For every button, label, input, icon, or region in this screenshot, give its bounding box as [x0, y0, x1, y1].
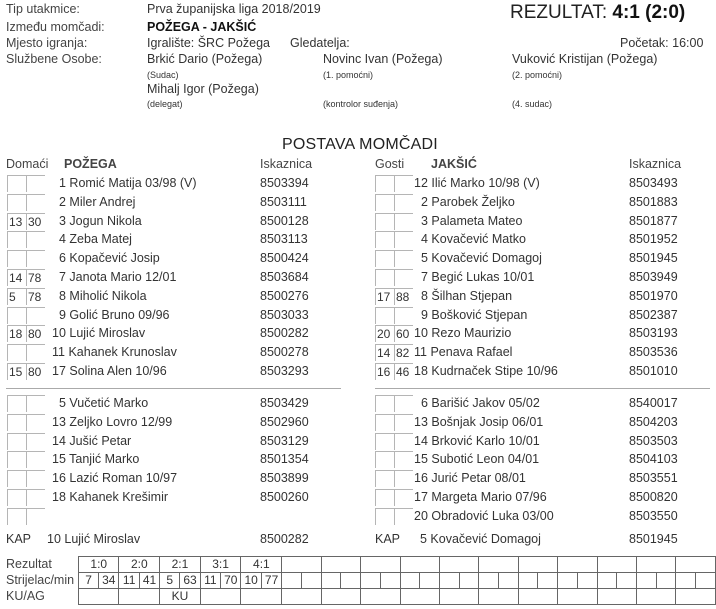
sub-minute-box	[26, 489, 45, 506]
player-name: 11 Penava Rafael	[414, 345, 513, 360]
score-cell	[636, 557, 675, 573]
player-name: 9 Bošković Stjepan	[421, 307, 528, 322]
player-name: 1 Romić Matija 03/98 (V)	[59, 176, 197, 190]
score-row-label-result: Rezultat	[6, 557, 52, 571]
player-id: 8501952	[629, 232, 678, 247]
player-id: 8502387	[629, 307, 678, 322]
sub-number-box: 17	[375, 288, 394, 305]
player-name: 15 Subotić Leon 04/01	[414, 452, 540, 467]
player-id: 8503949	[629, 270, 678, 284]
kuag-cell	[676, 589, 716, 605]
sub-number-box	[7, 194, 26, 211]
sub-minute-box: 88	[394, 288, 413, 305]
sub-minute-box: 78	[26, 288, 45, 305]
away-captain-name: 5 Kovačević Domagoj	[420, 532, 541, 546]
scorer-cell: 7	[79, 573, 99, 589]
official-fourth-role: (4. sudac)	[512, 99, 553, 109]
officials-label: Službene Osobe:	[6, 52, 102, 66]
teams-label: Između momčadi:	[6, 20, 105, 34]
sub-number-box	[7, 451, 26, 468]
result-display	[510, 2, 685, 24]
official-ar2-name: Vuković Kristijan (Požega)	[512, 52, 658, 66]
sub-number-box: 20	[375, 325, 394, 342]
sub-number-box	[375, 395, 394, 412]
scorer-cell	[558, 573, 578, 589]
minute-cell	[380, 573, 400, 589]
score-table	[78, 556, 716, 605]
player-id: 8504103	[629, 452, 678, 467]
home-captain-id: 8500282	[260, 532, 309, 546]
sub-number-box	[375, 194, 394, 211]
player-name: 5 Vučetić Marko	[59, 396, 149, 410]
player-name: 20 Obradović Luka 03/00	[414, 508, 554, 523]
kuag-cell	[597, 589, 636, 605]
sub-number-box	[375, 213, 394, 230]
player-id: 8500282	[260, 326, 309, 341]
sub-minute-box	[394, 451, 413, 468]
sub-number-box	[7, 344, 26, 361]
kuag-cell	[400, 589, 439, 605]
player-id: 8501970	[629, 288, 678, 303]
player-id: 8503551	[629, 471, 678, 486]
sub-minute-box	[394, 489, 413, 506]
sub-number-box	[375, 489, 394, 506]
kuag-cell	[79, 589, 119, 605]
player-id: 8501883	[629, 194, 678, 209]
kuag-cell	[518, 589, 557, 605]
away-divider	[375, 388, 710, 389]
player-id: 8503536	[629, 345, 678, 360]
score-cell	[282, 557, 321, 573]
kuag-cell	[241, 589, 282, 605]
player-name: 7 Begić Lukas 10/01	[421, 270, 535, 284]
kickoff-time: Početak: 16:00	[620, 36, 704, 50]
player-id: 8503113	[260, 232, 308, 247]
kuag-cell	[636, 589, 675, 605]
minute-cell: 77	[261, 573, 281, 589]
sub-number-box: 13	[7, 213, 26, 230]
home-team-name: POŽEGA	[64, 157, 117, 171]
score-cell	[321, 557, 360, 573]
match-type-value: Prva županijska liga 2018/2019	[147, 2, 321, 16]
sub-minute-box	[26, 414, 45, 431]
player-id: 8501945	[629, 251, 678, 266]
scorer-cell	[479, 573, 499, 589]
sub-minute-box: 80	[26, 325, 45, 342]
minute-cell	[420, 573, 440, 589]
player-name: 2 Miler Andrej	[59, 194, 136, 209]
player-id: 8540017	[629, 396, 678, 410]
minute-cell	[301, 573, 321, 589]
score-cell: 2:1	[160, 557, 200, 573]
player-id: 8500276	[260, 288, 309, 303]
player-name: 8 Šilhan Stjepan	[421, 288, 513, 303]
kuag-cell	[439, 589, 478, 605]
sub-minute-box	[394, 194, 413, 211]
away-team-name: JAKŠIĆ	[431, 157, 477, 171]
official-referee-role: (Sudac)	[147, 70, 179, 80]
kuag-cell	[282, 589, 321, 605]
player-name: 18 Kudrnaček Stipe 10/96	[414, 364, 558, 378]
sub-number-box	[7, 250, 26, 267]
sub-minute-box	[394, 307, 413, 324]
official-referee-name: Brkić Dario (Požega)	[147, 52, 263, 66]
sub-number-box: 14	[7, 269, 26, 286]
player-name: 13 Zeljko Lovro 12/99	[52, 414, 173, 429]
sub-minute-box	[394, 269, 413, 286]
kuag-cell	[200, 589, 241, 605]
minute-cell	[341, 573, 361, 589]
result-label: REZULTAT:	[510, 2, 608, 23]
official-ar2-role: (2. pomoćni)	[512, 70, 563, 80]
scorer-cell: 10	[241, 573, 261, 589]
player-name: 14 Jušić Petar	[52, 433, 132, 448]
score-cell	[439, 557, 478, 573]
official-ar1-role: (1. pomoćni)	[323, 70, 374, 80]
player-name: 16 Jurić Petar 08/01	[414, 471, 526, 486]
sub-number-box	[375, 414, 394, 431]
sub-number-box: 15	[7, 363, 26, 380]
player-name: 3 Jogun Nikola	[59, 213, 142, 228]
player-id: 8503503	[629, 433, 678, 448]
sub-minute-box	[26, 231, 45, 248]
sub-number-box	[375, 307, 394, 324]
sub-minute-box	[394, 414, 413, 431]
sub-number-box: 5	[7, 288, 26, 305]
sub-number-box: 16	[375, 363, 394, 380]
sub-minute-box	[26, 250, 45, 267]
player-name: 7 Janota Mario 12/01	[59, 270, 177, 284]
player-name: 4 Zeba Matej	[59, 232, 132, 247]
sub-number-box	[375, 433, 394, 450]
player-name: 9 Golić Bruno 09/96	[59, 307, 170, 322]
player-id: 8503899	[260, 471, 309, 486]
sub-minute-box	[394, 175, 413, 192]
result-value: 4:1 (2:0)	[612, 2, 686, 23]
player-id: 8504203	[629, 414, 678, 429]
sub-number-box: 18	[7, 325, 26, 342]
minute-cell	[538, 573, 558, 589]
sub-number-box	[7, 414, 26, 431]
player-name: 11 Kahanek Krunoslav	[52, 345, 177, 360]
player-id: 8503550	[629, 508, 678, 523]
minute-cell	[696, 573, 716, 589]
official-delegate-name: Mihalj Igor (Požega)	[147, 82, 259, 96]
sub-number-box	[375, 231, 394, 248]
away-captain-id: 8501945	[629, 532, 678, 546]
sub-number-box: 14	[375, 344, 394, 361]
kuag-cell	[558, 589, 597, 605]
sub-minute-box	[26, 451, 45, 468]
player-id: 8503684	[260, 270, 309, 284]
player-id: 8500424	[260, 251, 309, 266]
player-name: 5 Kovačević Domagoj	[421, 251, 542, 266]
score-cell	[400, 557, 439, 573]
lineup-title: POSTAVA MOMČADI	[282, 136, 438, 153]
home-captain-name: 10 Lujić Miroslav	[47, 532, 141, 546]
score-cell: 2:0	[119, 557, 160, 573]
score-cell	[361, 557, 400, 573]
player-name: 12 Ilić Marko 10/98 (V)	[414, 176, 540, 190]
sub-number-box	[7, 395, 26, 412]
sub-minute-box	[394, 213, 413, 230]
scorer-cell	[636, 573, 656, 589]
player-id: 8503111	[260, 194, 307, 209]
sub-minute-box	[394, 508, 413, 525]
home-side-label: Domaći	[6, 157, 49, 171]
kuag-cell	[119, 589, 160, 605]
scorer-cell: 11	[119, 573, 139, 589]
score-cell	[597, 557, 636, 573]
sub-minute-box	[394, 470, 413, 487]
player-id: 8503129	[260, 433, 309, 448]
player-id: 8501010	[629, 364, 678, 378]
sub-minute-box	[26, 470, 45, 487]
sub-minute-box	[394, 395, 413, 412]
official-delegate-role: (delegat)	[147, 99, 183, 109]
sub-number-box	[375, 451, 394, 468]
player-id: 8503493	[629, 176, 678, 190]
sub-minute-box	[26, 194, 45, 211]
home-id-header: Iskaznica	[260, 157, 313, 171]
official-ar1-name: Novinc Ivan (Požega)	[323, 52, 443, 66]
scorer-cell	[321, 573, 341, 589]
sub-minute-box: 78	[26, 269, 45, 286]
sub-number-box	[375, 269, 394, 286]
home-captain-label: KAP	[6, 532, 32, 546]
sub-minute-box	[26, 508, 45, 525]
player-id: 8503193	[629, 326, 678, 341]
score-row-label-scorer: Strijelac/min	[6, 573, 75, 587]
player-name: 4 Kovačević Matko	[421, 232, 526, 247]
scorer-cell: 5	[160, 573, 180, 589]
player-name: 17 Solina Alen 10/96	[52, 364, 167, 378]
scorer-cell: 11	[200, 573, 220, 589]
player-name: 14 Brković Karlo 10/01	[414, 433, 540, 448]
player-name: 8 Miholić Nikola	[59, 288, 147, 303]
player-id: 8501877	[629, 213, 678, 228]
away-captain-label: KAP	[375, 532, 401, 546]
sub-number-box	[7, 175, 26, 192]
sub-minute-box	[26, 344, 45, 361]
kuag-cell	[321, 589, 360, 605]
sub-number-box	[7, 470, 26, 487]
player-id: 8503033	[260, 307, 309, 322]
sub-minute-box: 30	[26, 213, 45, 230]
player-id: 8503293	[260, 364, 309, 378]
score-cell: 4:1	[241, 557, 282, 573]
sub-minute-box	[26, 395, 45, 412]
away-side-label: Gosti	[375, 157, 405, 171]
scorer-cell	[282, 573, 302, 589]
sub-number-box	[375, 470, 394, 487]
score-cell	[479, 557, 518, 573]
minute-cell	[617, 573, 637, 589]
score-cell	[558, 557, 597, 573]
sub-minute-box	[26, 175, 45, 192]
minute-cell: 34	[99, 573, 119, 589]
player-name: 18 Kahanek Krešimir	[52, 490, 169, 504]
player-name: 16 Lazić Roman 10/97	[52, 471, 178, 486]
official-controller-role: (kontrolor suđenja)	[323, 99, 399, 109]
sub-number-box	[7, 307, 26, 324]
minute-cell	[577, 573, 597, 589]
player-name: 6 Barišić Jakov 05/02	[421, 396, 540, 410]
spectators-label: Gledatelja:	[290, 36, 350, 50]
minute-cell: 63	[180, 573, 200, 589]
teams-value: POŽEGA - JAKŠIĆ	[147, 20, 257, 34]
sub-minute-box: 46	[394, 363, 413, 380]
minute-cell	[459, 573, 479, 589]
player-name: 2 Parobek Željko	[421, 194, 515, 209]
sub-minute-box	[26, 307, 45, 324]
sub-minute-box	[394, 433, 413, 450]
scorer-cell	[439, 573, 459, 589]
sub-minute-box: 60	[394, 325, 413, 342]
kuag-cell: KU	[160, 589, 200, 605]
player-id: 8500820	[629, 490, 678, 504]
sub-number-box	[7, 433, 26, 450]
scorer-cell	[400, 573, 420, 589]
player-id: 8500278	[260, 345, 309, 360]
match-type-label: Tip utakmice:	[6, 2, 80, 16]
sub-number-box	[375, 250, 394, 267]
sub-minute-box	[394, 250, 413, 267]
venue-value: Igralište: ŠRC Požega	[147, 36, 270, 50]
minute-cell: 41	[139, 573, 159, 589]
sub-number-box	[7, 508, 26, 525]
scorer-cell	[597, 573, 617, 589]
venue-label: Mjesto igranja:	[6, 36, 88, 50]
score-cell: 3:1	[200, 557, 241, 573]
away-id-header: Iskaznica	[629, 157, 682, 171]
player-name: 15 Tanjić Marko	[52, 452, 140, 467]
sub-number-box	[375, 508, 394, 525]
score-row-label-kuag: KU/AG	[6, 589, 45, 603]
sub-minute-box	[26, 433, 45, 450]
score-cell	[676, 557, 716, 573]
sub-minute-box	[394, 231, 413, 248]
scorer-cell	[676, 573, 696, 589]
score-cell: 1:0	[79, 557, 119, 573]
scorer-cell	[361, 573, 381, 589]
minute-cell: 70	[221, 573, 241, 589]
player-name: 10 Lujić Miroslav	[52, 326, 146, 341]
score-cell	[518, 557, 557, 573]
player-id: 8501354	[260, 452, 309, 467]
player-name: 3 Palameta Mateo	[421, 213, 523, 228]
player-name: 17 Margeta Mario 07/96	[414, 490, 547, 504]
player-id: 8500128	[260, 213, 309, 228]
home-divider	[6, 388, 341, 389]
sub-number-box	[7, 489, 26, 506]
player-name: 6 Kopačević Josip	[59, 251, 160, 266]
sub-number-box	[375, 175, 394, 192]
minute-cell	[499, 573, 519, 589]
sub-minute-box: 82	[394, 344, 413, 361]
player-id: 8502960	[260, 414, 309, 429]
player-name: 13 Bošnjak Josip 06/01	[414, 414, 544, 429]
minute-cell	[656, 573, 676, 589]
player-id: 8503429	[260, 396, 309, 410]
scorer-cell	[518, 573, 538, 589]
kuag-cell	[479, 589, 518, 605]
kuag-cell	[361, 589, 400, 605]
player-name: 10 Rezo Maurizio	[414, 326, 512, 341]
sub-minute-box: 80	[26, 363, 45, 380]
sub-number-box	[7, 231, 26, 248]
player-id: 8503394	[260, 176, 309, 190]
player-id: 8500260	[260, 490, 309, 504]
